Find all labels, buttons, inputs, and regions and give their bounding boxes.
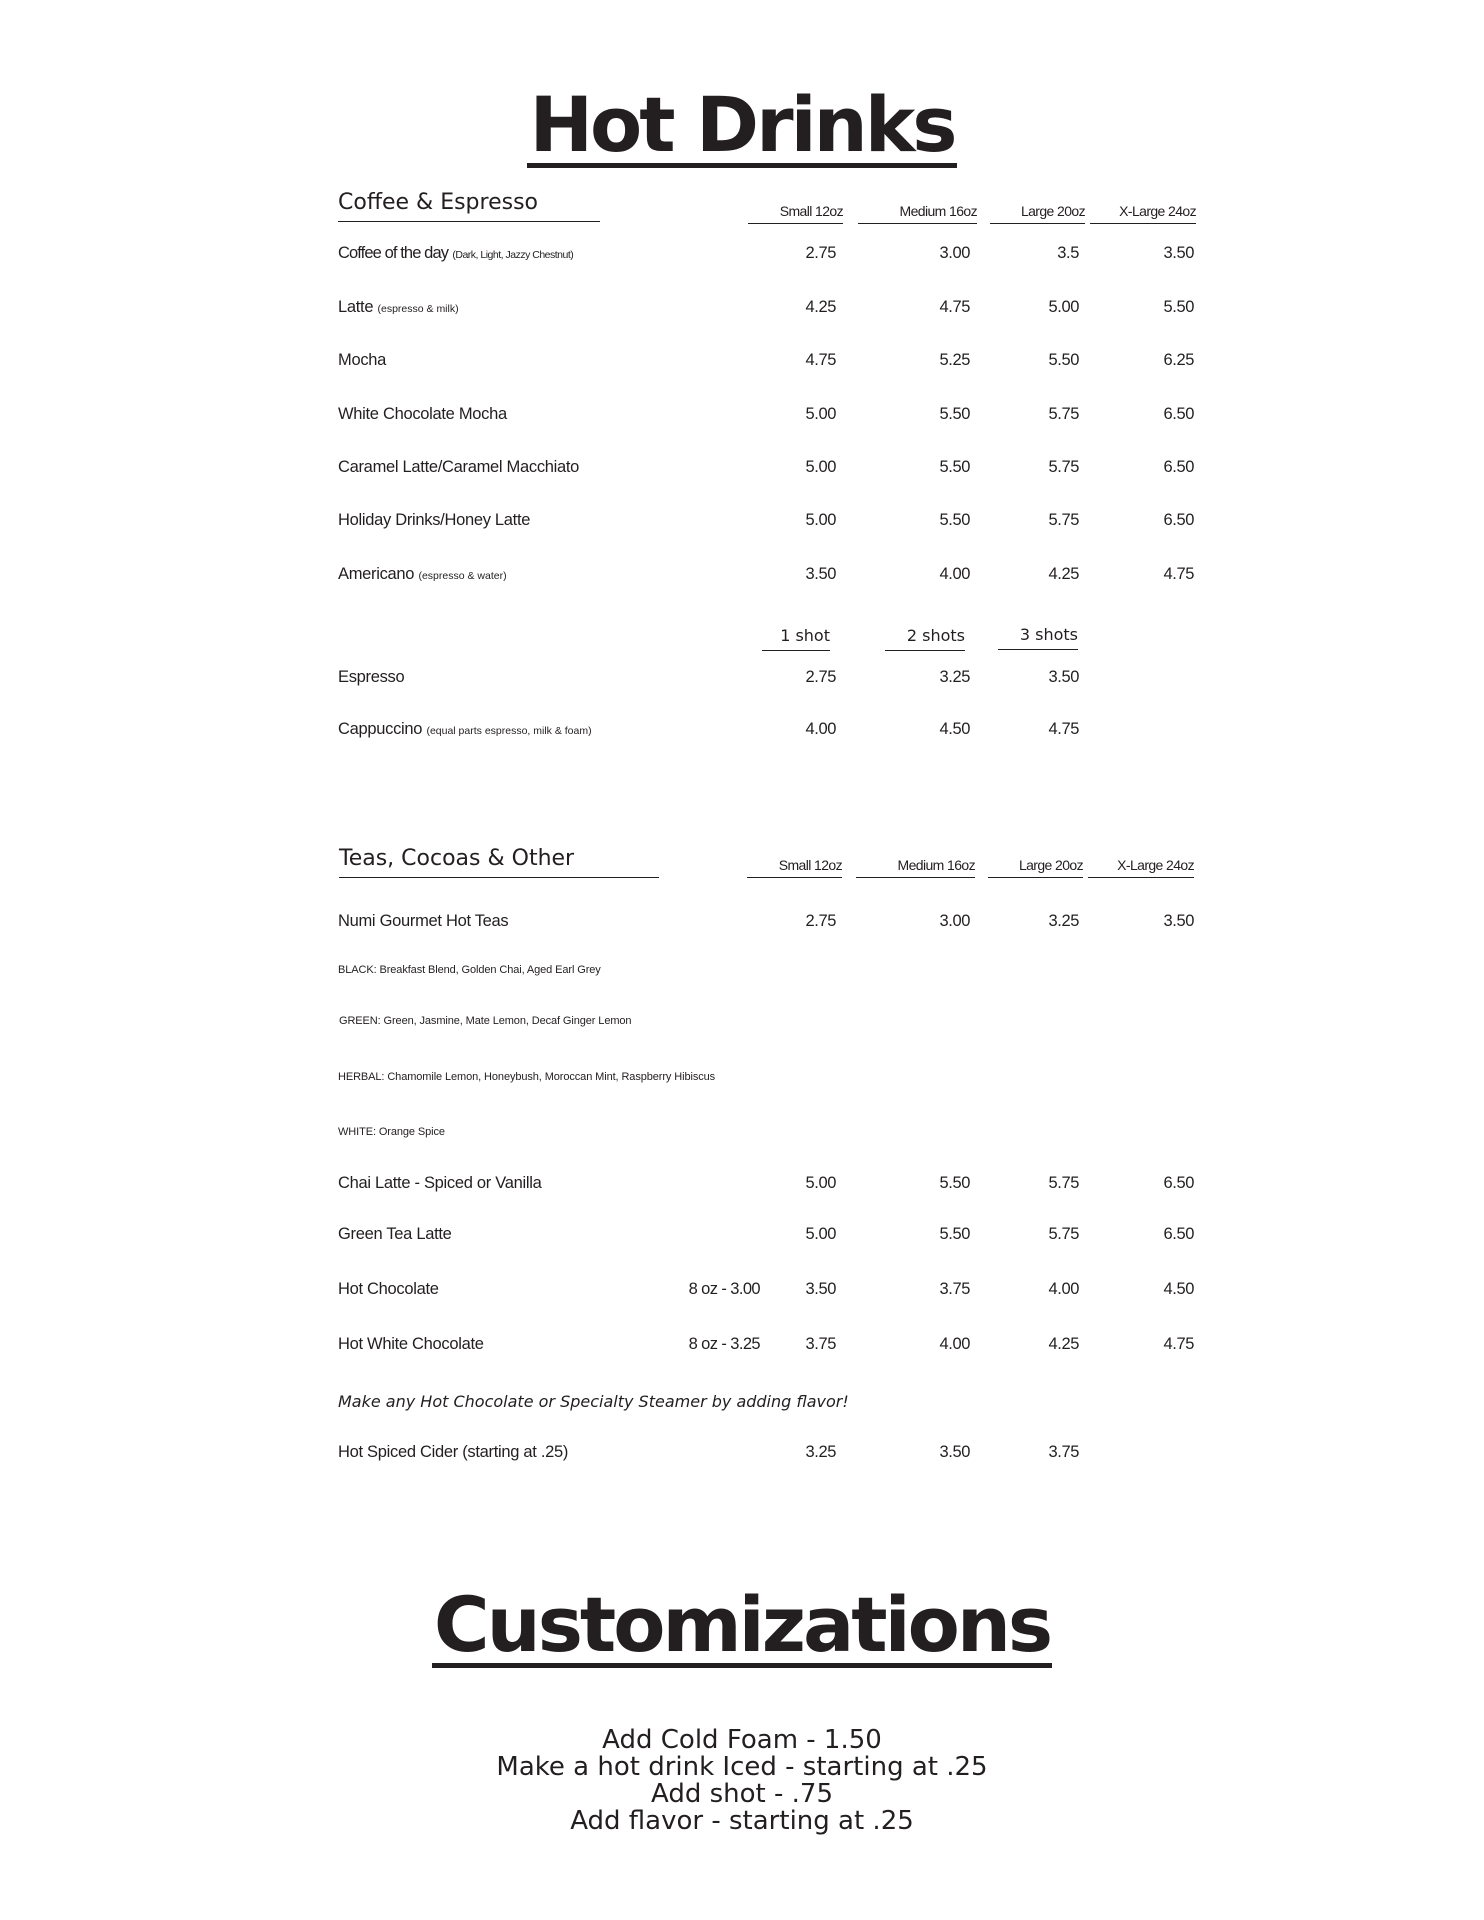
price-xlarge: 5.50 (1163, 298, 1194, 316)
price-xlarge: 6.50 (1163, 458, 1194, 476)
item-name: Holiday Drinks/Honey Latte (338, 511, 531, 529)
item-name: Mocha (338, 351, 387, 369)
price-xlarge: 6.50 (1163, 511, 1194, 529)
menu-row (0, 351, 1484, 381)
price-xlarge: 4.75 (1163, 1335, 1194, 1353)
price-medium: 5.25 (939, 351, 970, 369)
column-header-small: Small 12oz (748, 203, 843, 224)
price-xlarge: 6.25 (1163, 351, 1194, 369)
column-header-large: Large 20oz (990, 203, 1085, 224)
price-medium: 3.75 (939, 1280, 970, 1298)
price-medium: 5.50 (939, 1225, 970, 1243)
price-xlarge: 4.50 (1163, 1280, 1194, 1298)
column-header-xlarge: X-Large 24oz (1088, 857, 1194, 878)
price-medium: 5.50 (939, 405, 970, 423)
column-header-small: Small 12oz (747, 857, 842, 878)
price-small: 5.00 (805, 1225, 836, 1243)
price-large: 3.5 (1057, 244, 1079, 262)
price-large: 5.75 (1048, 458, 1079, 476)
price-large: 4.25 (1048, 1335, 1079, 1353)
column-header-medium: Medium 16oz (856, 857, 975, 878)
item-name: Coffee of the day (Dark, Light, Jazzy Chestnut) (338, 244, 574, 262)
menu-row (0, 1443, 1484, 1473)
price-2-shots: 3.25 (939, 668, 970, 686)
price-medium: 5.50 (939, 1174, 970, 1192)
item-name: Latte (espresso & milk) (338, 298, 459, 316)
menu-row (0, 1280, 1484, 1310)
menu-row (0, 668, 1484, 698)
flavor-promo-note: Make any Hot Chocolate or Specialty Steamer by adding flavor! (338, 1392, 849, 1411)
price-large: 5.75 (1048, 1174, 1079, 1192)
customization-item: Add Cold Foam - 1.50 (602, 1725, 882, 1755)
price-xlarge: 3.50 (1163, 244, 1194, 262)
customization-item: Add shot - .75 (651, 1779, 833, 1809)
menu-row (0, 511, 1484, 541)
tea-variety-black: BLACK: Breakfast Blend, Golden Chai, Aged Earl Grey (338, 964, 601, 976)
item-note: (Dark, Light, Jazzy Chestnut) (452, 249, 574, 261)
item-note: (espresso & milk) (377, 303, 459, 315)
price-small: 2.75 (805, 244, 836, 262)
price-large: 3.25 (1048, 912, 1079, 930)
price-small: 3.50 (805, 1280, 836, 1298)
price-medium: 4.00 (939, 565, 970, 583)
column-header-1-shot: 1 shot (762, 626, 830, 651)
menu-row (0, 565, 1484, 595)
price-medium: 5.50 (939, 511, 970, 529)
item-name: Chai Latte - Spiced or Vanilla (338, 1174, 542, 1192)
price-small: 5.00 (805, 458, 836, 476)
item-name: Hot Spiced Cider (starting at .25) (338, 1443, 569, 1461)
menu-row (0, 1174, 1484, 1204)
menu-row (0, 405, 1484, 435)
menu-row (0, 720, 1484, 750)
price-medium: 3.00 (939, 912, 970, 930)
item-note: (equal parts espresso, milk & foam) (426, 725, 592, 737)
price-small: 4.75 (805, 351, 836, 369)
menu-row (0, 912, 1484, 942)
price-8oz: 8 oz - 3.00 (688, 1280, 760, 1298)
item-name: Cappuccino (equal parts espresso, milk & foam) (338, 720, 592, 738)
price-small: 3.50 (805, 565, 836, 583)
price-large: 4.25 (1048, 565, 1079, 583)
price-1-shot: 4.00 (805, 720, 836, 738)
price-large: 5.75 (1048, 405, 1079, 423)
price-1-shot: 2.75 (805, 668, 836, 686)
page-title: Hot Drinks (529, 80, 955, 169)
tea-variety-white: WHITE: Orange Spice (338, 1126, 445, 1138)
column-header-3-shots: 3 shots (998, 625, 1078, 650)
customization-item: Make a hot drink Iced - starting at .25 (496, 1752, 988, 1782)
customizations-title: Customizations (433, 1580, 1051, 1669)
item-name: Hot White Chocolate (338, 1335, 484, 1353)
price-large: 4.00 (1048, 1280, 1079, 1298)
customization-item: Add flavor - starting at .25 (570, 1806, 914, 1836)
price-xlarge: 6.50 (1163, 405, 1194, 423)
section-heading: Teas, Cocoas & Other (339, 846, 659, 878)
price-small: 5.00 (805, 1174, 836, 1192)
menu-row (0, 1335, 1484, 1365)
price-small: 3.25 (805, 1443, 836, 1461)
item-name: Espresso (338, 668, 405, 686)
item-name: Americano (espresso & water) (338, 565, 507, 583)
menu-row (0, 244, 1484, 274)
price-large: 5.75 (1048, 1225, 1079, 1243)
section-heading: Coffee & Espresso (338, 190, 600, 222)
price-large: 5.00 (1048, 298, 1079, 316)
price-xlarge: 6.50 (1163, 1174, 1194, 1192)
price-xlarge: 4.75 (1163, 565, 1194, 583)
price-medium: 4.75 (939, 298, 970, 316)
price-large: 5.75 (1048, 511, 1079, 529)
column-header-large: Large 20oz (988, 857, 1083, 878)
price-small: 5.00 (805, 405, 836, 423)
item-name: Numi Gourmet Hot Teas (338, 912, 509, 930)
item-name: Green Tea Latte (338, 1225, 452, 1243)
price-xlarge: 3.50 (1163, 912, 1194, 930)
customizations-list (0, 1727, 1484, 1835)
price-small: 2.75 (805, 912, 836, 930)
price-large: 5.50 (1048, 351, 1079, 369)
item-name: Caramel Latte/Caramel Macchiato (338, 458, 580, 476)
item-name: White Chocolate Mocha (338, 405, 507, 423)
column-header-xlarge: X-Large 24oz (1090, 203, 1196, 224)
tea-variety-herbal: HERBAL: Chamomile Lemon, Honeybush, Moroccan Mint, Raspberry Hibiscus (338, 1071, 716, 1083)
price-large: 3.75 (1048, 1443, 1079, 1461)
item-name: Hot Chocolate (338, 1280, 439, 1298)
price-small: 5.00 (805, 511, 836, 529)
price-xlarge: 6.50 (1163, 1225, 1194, 1243)
price-medium: 5.50 (939, 458, 970, 476)
price-small: 4.25 (805, 298, 836, 316)
menu-row (0, 458, 1484, 488)
price-2-shots: 4.50 (939, 720, 970, 738)
menu-row (0, 1225, 1484, 1255)
price-small: 3.75 (805, 1335, 836, 1353)
column-header-2-shots: 2 shots (885, 626, 965, 651)
price-medium: 3.00 (939, 244, 970, 262)
price-8oz: 8 oz - 3.25 (688, 1335, 760, 1353)
item-note: (espresso & water) (418, 570, 507, 582)
price-3-shots: 4.75 (1048, 720, 1079, 738)
price-medium: 3.50 (939, 1443, 970, 1461)
price-3-shots: 3.50 (1048, 668, 1079, 686)
menu-row (0, 298, 1484, 328)
tea-variety-green: GREEN: Green, Jasmine, Mate Lemon, Decaf Ginger Lemon (339, 1015, 632, 1027)
column-header-medium: Medium 16oz (858, 203, 977, 224)
price-medium: 4.00 (939, 1335, 970, 1353)
